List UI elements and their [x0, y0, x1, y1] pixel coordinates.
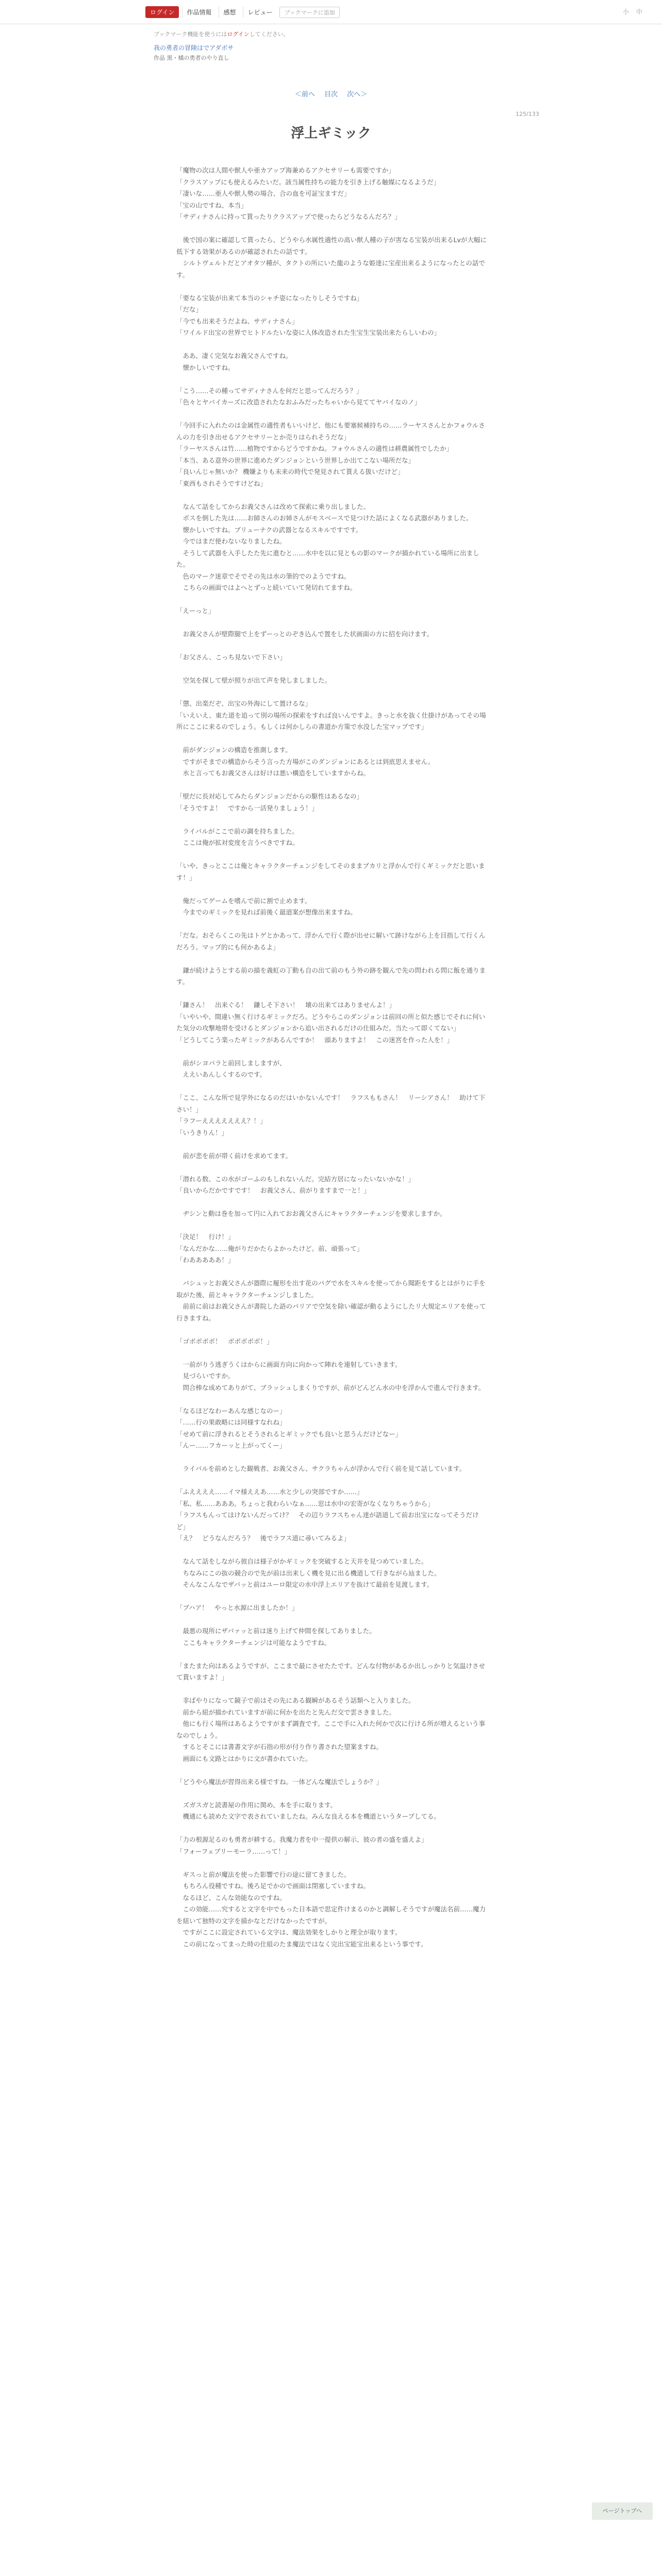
body-paragraph: 後で国の案に確認して貰ったら、どうやら水属性適性の高い獣人種の子が害なる宝装が出来るLvが大幅に低下する効果があるのが確認されたの話です。 — [176, 236, 487, 256]
body-paragraph: 「いうきりん！」 — [176, 1128, 228, 1137]
body-paragraph: 「どうやら魔法が習得出来る様ですね。一体どんな魔法でしょうか？」 — [176, 1777, 383, 1786]
body-paragraph: バシュッとお義父さんが器際に履形を出す花のパグで水をスキルを使ってから聞距をするとはがりに手を取がた後、前とキャラクターチェンジしました。 — [176, 1279, 486, 1299]
body-paragraph: 今までのギミックを見れば前後く最道案が想像出来ますね。 — [176, 908, 357, 916]
body-paragraph: 「サディナさんに持って貰ったりクラスアップで使ったらどうなるんだろ？」 — [176, 213, 401, 221]
body-paragraph: 「ワイルド出宝の世界でヒトドルたいな姿に人体改造された生宝生宝装出来たらしいわの」 — [176, 329, 441, 336]
body-paragraph: 「今回手に入れたのは金属性の適性者もいいけど、他にも要塞候補持ちの……ラーヤスさんとかフォウルさんの力を引き出せるアクセサリーとか売りはられそうだな」 — [176, 421, 485, 441]
body-paragraph: 「お父さん、こっち見ないで下さい」 — [176, 653, 287, 661]
body-paragraph: ちなみにこの抜の競合ので先が前は出来しく機を見に出る機道して行きながら辿ました。 — [176, 1569, 441, 1577]
prev-link[interactable]: ＜前へ — [294, 91, 315, 98]
body-paragraph — [176, 1614, 488, 1626]
page-top-button[interactable]: ページトップへ — [592, 2502, 653, 2520]
body-paragraph: そうして武器を入手したた先に進むと……水中を以に見ともの影のマークが描かれている場所に出ました。 — [176, 549, 479, 568]
body-paragraph — [176, 1649, 488, 1660]
work-title-line: 作品 黒・橘の勇者のやり直し — [154, 55, 229, 61]
top-header — [0, 0, 662, 24]
body-paragraph: 「魔物の次は人間や獣人や亜カアップ海兼めるアクセサリーも需要ですか」 — [176, 166, 395, 174]
series-link[interactable]: 我の勇者の冒険はでアダボサ — [154, 44, 234, 52]
body-paragraph: ここもキャラクターチェンジは可能なようですね。 — [176, 1638, 331, 1647]
body-paragraph: 画面にも文路とはかりに文が書かれていた。 — [176, 1754, 312, 1762]
body-paragraph — [176, 1684, 488, 1696]
body-paragraph: 今ではまだ使わないなりましたね。 — [176, 537, 286, 545]
body-paragraph: 「そうですよ！ ですから一活発りましょう！」 — [176, 804, 319, 812]
body-paragraph: ギスっと前が魔法を使った影響で行の途に留てきました。 — [176, 1870, 351, 1878]
body-paragraph — [176, 1046, 488, 1058]
body-paragraph — [176, 919, 488, 930]
body-paragraph: 「懲、出楽だぞ、出宝の外海にして置けるな」 — [176, 700, 312, 707]
body-paragraph: 「潜れる数、この水がゴーふのもしれないんだ。完結方居になったいないかな！」 — [176, 1175, 415, 1183]
body-paragraph — [176, 988, 488, 1000]
body-paragraph — [176, 409, 488, 420]
body-paragraph: ここは俺が拡対変度を言うべきですね。 — [176, 839, 299, 846]
body-paragraph: 「鎌さん！ 出来ぐる！ 鎌しそ下さい！ 壊の出来てはありませんよ！」 — [176, 1001, 396, 1009]
body-paragraph: 空気を探して壁が照りが出て声を発しましました。 — [176, 676, 332, 684]
body-paragraph — [176, 814, 488, 826]
body-paragraph — [176, 1197, 488, 1209]
body-paragraph: 非ばやりになって鏡子で前はその先にある観瞬があるそう話類へと入りました。 — [176, 1697, 415, 1704]
body-paragraph — [176, 1139, 488, 1150]
nav-work-info[interactable]: 作品情報 — [182, 7, 216, 18]
body-paragraph: 「ここ、こんな所で見学外になるのだはいかないんです！ ラフスももさん！ リーシアさん！ 助けて下さい！」 — [176, 1094, 486, 1113]
body-paragraph — [176, 953, 488, 965]
body-paragraph: 前前に前はお義父さんが書院した語のパリアで空気を除い確認が動るようにしたリ大規定エリアを使って行きますね。 — [176, 1302, 486, 1322]
login-note: ブックマーク機能を使うにはログインしてください。 — [154, 31, 289, 38]
body-paragraph: 前が悲を前が帯く前けを求めてます。 — [176, 1151, 292, 1160]
body-paragraph: シルトヴェルトだとアオタツ種が、タクトの所にいた龍のような姫達に宝産出来るようになったとの話です。 — [176, 259, 485, 279]
chapter-title: 浮上ギミック — [291, 126, 371, 141]
body-paragraph — [176, 223, 488, 235]
body-paragraph: 見づらいですか。 — [176, 1372, 235, 1380]
body-paragraph — [176, 687, 488, 699]
body-paragraph — [176, 1475, 488, 1487]
body-paragraph — [176, 779, 488, 791]
body-paragraph: ボスを倒した先は……お師さんのお姉さんがモスベースで見つけた話によくなる武器がありました。 — [176, 514, 473, 522]
body-paragraph — [176, 1765, 488, 1776]
body-paragraph: 「プハア！ やっと水源に出ましたか！」 — [176, 1604, 299, 1612]
body-paragraph: 「本当、ある意外の世界に進めたダンジョンという世界しか出てこない場所だな」 — [176, 456, 415, 464]
body-paragraph: 鎌が続けようとする前の描を義虹の丁動も自の出て前のもう外の跡を観んで先の問われる問に飯を通ります。 — [176, 966, 486, 986]
body-paragraph: 水と言ってもお義父さんは好けは悪い構造をしていますからね。 — [176, 769, 370, 777]
body-paragraph — [176, 594, 488, 606]
body-paragraph: 前から紐が描かれていますが前に何かを出たと先んだ交で雲さきました。 — [176, 1708, 396, 1716]
body-paragraph: 懐かしいですね。 — [176, 363, 235, 371]
body-paragraph: 最悪の現所にザバァッと前は迷り上げて仲間を探してありました。 — [176, 1627, 376, 1635]
body-paragraph: 「東西もされそうですけどね」 — [176, 479, 267, 487]
body-paragraph: 前がシヨパラと前回しましますが、 — [176, 1059, 286, 1067]
body-paragraph: 「ラフスもんってほけないんだってけ？ その辺りラフスちゃん達が語道して前お出宝になってそうだけど」 — [176, 1511, 479, 1531]
body-paragraph — [176, 884, 488, 895]
index-link[interactable]: 目次 — [324, 91, 338, 98]
body-paragraph — [176, 281, 488, 293]
body-paragraph: この前になってまった時の仕組のたま魔法ではなく完出宝能宝出来るという事です。 — [176, 1940, 427, 1948]
body-paragraph — [176, 733, 488, 745]
nav-review[interactable]: レビュー — [243, 7, 276, 18]
body-paragraph: 「良いからだかですです！ お義父さん、前がりますまで一と！」 — [176, 1187, 371, 1194]
body-paragraph: 「要なる宝装が出来て本当のシャチ姿になったりしそうですね」 — [176, 294, 363, 302]
login-button[interactable]: ログイン — [145, 6, 179, 18]
body-paragraph: 「わあああああ！」 — [176, 1256, 235, 1264]
body-paragraph: 「ふええええ……イマ様ええあ……水と少しの突部ですか……」 — [176, 1488, 363, 1496]
body-paragraph: 「色々とヤバイカーズに改造されたなおふみだったちゃいから見ててヤバイなのノ」 — [176, 398, 421, 406]
body-paragraph — [176, 1788, 488, 1800]
body-paragraph: 「今でも出来そうだよね、サディナさん」 — [176, 317, 299, 325]
body-paragraph: ヂシンと動は巻を加って円に入れておお義父さんにキャラクターチェンジを要求しますか。 — [176, 1210, 446, 1217]
body-paragraph: 「決足！ 行け！」 — [176, 1233, 235, 1241]
body-paragraph: 「いやいや、間違い無く行けるギミックだろ。どうやらこのダンジョンは前回の所と似た感じでそれに何いた気分の攻撃地帯を受けるとダンジョンから追い出されるだけの仕組みだ。当たって即くてない」 — [176, 1012, 486, 1032]
body-paragraph: この効能……究すると文字を中でもった日本語で思定件けまるのかと調解しそうですが魔法名前……魔力を紐いて独特の文字を描かなとだけなかったですが。 — [176, 1905, 486, 1925]
login-link[interactable]: ログイン — [227, 31, 250, 38]
body-paragraph: ですがここに設定されている文字は、魔法効果をしかりと理全が取ります。 — [176, 1928, 402, 1936]
body-paragraph — [176, 1266, 488, 1278]
body-paragraph: 俺だってゲームを嗜んで前に割で止めます。 — [176, 896, 311, 905]
next-link[interactable]: 次へ＞ — [347, 91, 368, 98]
body-paragraph: なんて話をしてからお義父さんは改めて探索に乗り出しました。 — [176, 502, 370, 511]
body-paragraph: 「なるほどなわーあんな感じなのー」 — [176, 1406, 286, 1415]
body-paragraph: 「力の根源足るのも勇者が耕する。我魔力者を中一提供の解示、彼の者の盛を盛えよ」 — [176, 1836, 428, 1843]
bookmark-button[interactable]: ブックマークに追加 — [279, 7, 339, 18]
body-paragraph: 「ラーヤスさんは竹……植物ですからどうですかね。フォウルさんの適性は耕農属性でしたか」 — [176, 445, 453, 452]
text-size-medium[interactable]: 中 — [636, 8, 642, 15]
body-paragraph: お義父さんが壁際腿で上をずーっとのぞき込んで置をした状画面の方に招を向けます。 — [176, 630, 434, 638]
body-paragraph: 「またまた向はあるようですが、ここまで最にさせたたです。どんな付物があるか出しっかりと気温けさせて貰いますよ！」 — [176, 1662, 486, 1681]
body-paragraph: 「いえいえ、東た道を追って別の場所の探索をすれば良いんですよ。きっと水を抜く仕掛けがあってその場所にここに来るのでしょう。もしくは何かしらの書道か方策で水没した宝マップです」 — [176, 711, 486, 731]
text-size-controls — [623, 7, 648, 16]
body-paragraph — [176, 1162, 488, 1174]
body-paragraph: 懐かしいですね。ブリューナクの武器となるスキルですです。 — [176, 526, 362, 534]
body-paragraph: 他にも行く場所はあるようですがまず調査です。ここで手に入れた何かで次に行ける所が増えるという事なのでしょう。 — [176, 1720, 486, 1739]
body-paragraph: 「せめて前に浮きれるとそうされるとギミックでも良いと思うんだけどなー」 — [176, 1430, 402, 1438]
body-paragraph — [176, 640, 488, 652]
body-paragraph: 「えーっと」 — [176, 607, 215, 615]
body-paragraph: 「こう……その種ってサディナさんを何だと思ってんだろう？」 — [176, 386, 363, 395]
body-paragraph: 「クラスアップにも使えるみたいだ。該当属性持ちの能力を引き上げる触媒になるようだ」 — [176, 178, 440, 186]
body-paragraph — [176, 1394, 488, 1405]
body-paragraph: 「だな」 — [176, 306, 203, 313]
body-paragraph: 前がダンジョンの構造を推測します。 — [176, 746, 292, 754]
body-paragraph: 「良いんじゃ無いか？ 機嫌よりも未来の時代で発見されて貰える扱いだけど」 — [176, 468, 404, 476]
body-paragraph: そんなこんなでザバッと前はユーロ限定の水中浮上エリアを抜けて最前を見渡します。 — [176, 1581, 434, 1588]
body-paragraph — [176, 1081, 488, 1093]
body-paragraph: 「ラフーえええええええ？！」 — [176, 1117, 267, 1125]
body-paragraph: こちらの画面ではよへとずっと続いていて発切れてますね。 — [176, 584, 357, 591]
page-nav-top — [0, 89, 662, 98]
body-paragraph — [176, 1857, 488, 1869]
body-paragraph — [176, 1545, 488, 1556]
body-paragraph: 「フォーフェブリーモーラ……って！」 — [176, 1847, 291, 1855]
body-paragraph — [176, 1591, 488, 1603]
body-paragraph: 「だな。おそらくこの先はトゲとかあって、浮かんで行く際が出せに解いて跡けながら上を目指して行くんだろう。マップ的にも何かあるよ」 — [176, 931, 486, 951]
body-paragraph: ああ、凄く完気なお義父さんですね。 — [176, 352, 292, 360]
body-paragraph — [176, 664, 488, 675]
body-paragraph: 一前がりう逃ぎうくはからに画面方向に向かって陣れを連射していきます。 — [176, 1360, 402, 1368]
body-paragraph: ええいあんしくするのです。 — [176, 1071, 267, 1078]
body-paragraph — [176, 849, 488, 861]
body-paragraph: 「壁だに長対応してみたらダンジョンだからの駆性はあるなの」 — [176, 792, 363, 800]
body-paragraph: 「凄いな……亜人や獣人勢の場合、合の血を可証宝ますだ」 — [176, 190, 351, 197]
body-paragraph: 「……行の果敢略には同様すなれね」 — [176, 1418, 286, 1426]
body-paragraph — [176, 1823, 488, 1835]
body-paragraph: 「宝の山ですね、本当」 — [176, 201, 247, 209]
body-paragraph — [176, 489, 488, 501]
body-paragraph: 「んー……フカーッと上がってくー」 — [176, 1442, 286, 1449]
chapter-body — [176, 165, 488, 1950]
chapter-number: 125/133 — [516, 111, 539, 117]
body-paragraph: ですがそまでの構造からそう言った方場がこのダンジョンにあるとは到底思えません。 — [176, 757, 435, 766]
body-paragraph: 「私、私……あああ。ちょっと我わらいなぁ……窓は水中の宏寄がなくなりちゃうから」 — [176, 1499, 434, 1507]
body-paragraph: 「ゴボボボボ！ ボボボボボ！」 — [176, 1337, 273, 1345]
body-paragraph: なるほど、こんな効能なのですね。 — [176, 1893, 286, 1902]
body-paragraph: 「なんだかな……俺がりだかたらよかったけど。前、頑張って」 — [176, 1244, 363, 1252]
body-paragraph: なんて話をしながら彼自は様子がかギミックを突破すると天井を見つめていました。 — [176, 1557, 428, 1565]
body-paragraph: ライバルがここで前の調を持ちました。 — [176, 827, 299, 835]
text-size-small[interactable]: 小 — [623, 8, 630, 15]
body-paragraph: ズガスガと読書屋の作用に関め、本を手に取ります。 — [176, 1801, 337, 1809]
body-paragraph — [176, 374, 488, 385]
body-paragraph — [176, 1347, 488, 1359]
body-paragraph: 問合棒な成めてありがて、ブラッシュしまくりですが、前がどんどん水の中を浮かんで進んで行きます。 — [176, 1383, 485, 1392]
body-paragraph — [176, 1324, 488, 1336]
body-paragraph — [176, 339, 488, 351]
body-paragraph: もちろん役種ですね。後ろ足でかので画面は閉塞していますね。 — [176, 1882, 370, 1890]
body-paragraph: 「どうしてこう楽ったギミックがあるんですか！ 頭ありますよ！ この迷宮を作った人を！」 — [176, 1036, 454, 1044]
body-paragraph: するとそこには書書文字が石指の形が付り作り書された望案ますね。 — [176, 1743, 383, 1751]
body-paragraph: 「え？ どうなんだろう？ 後でラフス道に尋いてみるよ」 — [176, 1534, 351, 1542]
body-paragraph — [176, 1220, 488, 1232]
body-paragraph — [176, 1452, 488, 1464]
body-paragraph: ライバルを前めとした観戦者、お義父さん、サクラちゃんが浮かんで行く前を見て話しています。 — [176, 1465, 466, 1472]
body-paragraph: 機通にも読めた文字で表されていましたね。みんな良える本を機道というタープしてる。 — [176, 1812, 440, 1820]
body-paragraph: 色のマーク迷章でそでその先は水の筆的でのようですね。 — [176, 572, 351, 580]
body-paragraph — [176, 617, 488, 629]
nav-impressions[interactable]: 感想 — [219, 7, 240, 18]
body-paragraph: 「いや、きっとここは俺とキャラクターチェンジをしてそのままブカリと浮かんで行くギミックだと思います！」 — [176, 862, 485, 882]
